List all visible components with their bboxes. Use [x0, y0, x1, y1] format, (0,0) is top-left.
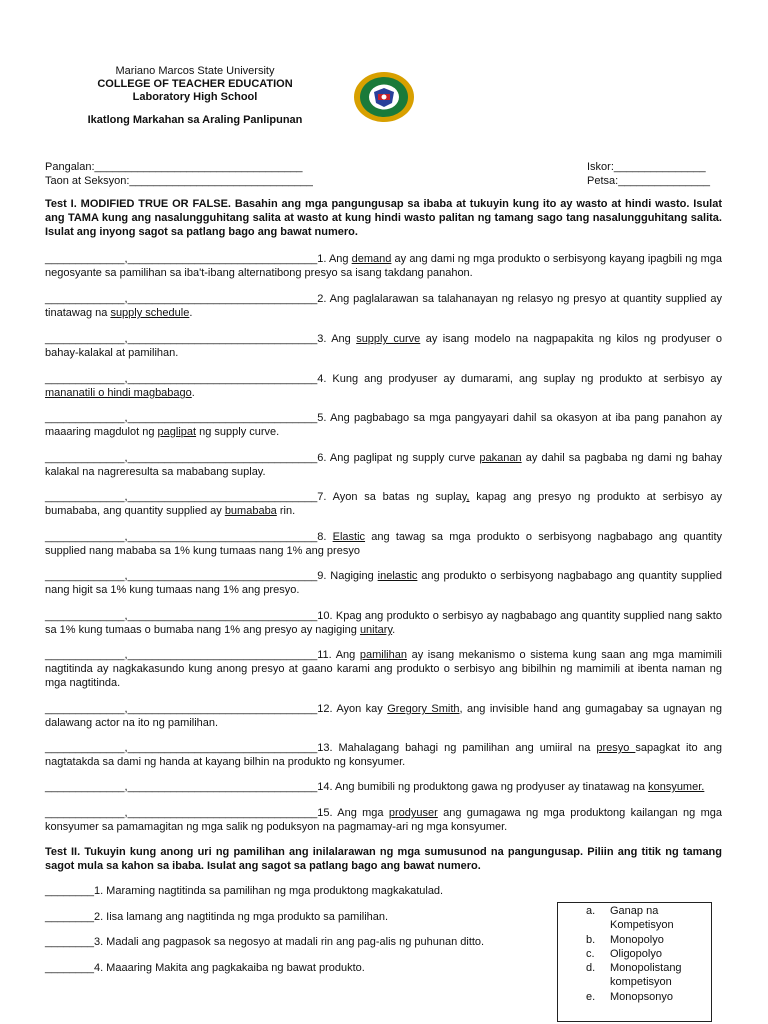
answer-blank[interactable]: _____________,_______________________________: [45, 807, 318, 819]
item-text: 11. Ang: [317, 649, 360, 661]
underlined-term: inelastic: [377, 570, 418, 582]
answer-blank[interactable]: ________: [45, 911, 94, 923]
underlined-term: bumababa: [224, 505, 277, 517]
item-text: 5. Ang pagbabago sa mga pangyayari dahil sa okasyon at iba pang panahon ay maaaring magdulot ng: [45, 412, 722, 438]
item-text: kapag ang presyo ng produkto at serbisyo ay bumababa, ang quantity supplied ay: [45, 491, 722, 517]
answer-blank[interactable]: _____________,_______________________________: [45, 570, 318, 582]
underlined-term: pakanan: [479, 452, 522, 464]
underlined-term: presyo: [596, 742, 636, 754]
choice-letter: c.: [586, 947, 595, 960]
underlined-term: unitary: [359, 624, 393, 636]
underlined-term: mananatili o hindi magbabago: [45, 387, 192, 399]
choice-text: Ganap na Kompetisyon: [610, 905, 674, 932]
test1-instructions: [45, 197, 722, 239]
university-name: Mariano Marcos State University: [115, 65, 275, 77]
test1-item: [45, 780, 722, 794]
quarter-subject: Ikatlong Markahan sa Araling Panlipunan: [87, 114, 303, 126]
item-text: 3. Ang: [317, 333, 357, 345]
item-text: .: [392, 624, 396, 636]
item-text: 14. Ang bumibili ng produktong gawa ng prodyuser ay tinatawag na: [317, 781, 649, 793]
answer-blank[interactable]: ________: [45, 936, 94, 948]
test1-item: [45, 372, 722, 400]
test1-item: [45, 741, 722, 769]
item-text: 7. Ayon sa batas ng suplay: [317, 491, 467, 503]
item-text: ay ang dami ng mga produkto o serbisyong kayang ipagbili ng mga negosyante sa pamilihan sa iba't-ibang alternatibong presyo sa isang takdang panahon.: [45, 253, 722, 279]
choice-letter: d.: [586, 962, 596, 975]
answer-blank[interactable]: _____________,_______________________________: [45, 742, 318, 754]
test2-item: [45, 910, 388, 924]
item-text: 12. Ayon kay: [317, 703, 388, 715]
test1-item: [45, 490, 722, 518]
item-text: 2. Iisa lamang ang nagtitinda ng mga produkto sa pamilihan.: [93, 911, 389, 923]
item-text: ay isang mekanismo o sistema kung saan ang mga mamimili nagtitinda ay nagkakasundo kung anong presyo at gaano karami ang produkto o serbisyo ang bibilhin ng mamimili at ibenta naman ng mga nagtitinda.: [45, 649, 722, 689]
underlined-term: demand: [351, 253, 392, 265]
choice-text: Monopsonyo: [610, 990, 673, 1003]
test1-item: [45, 806, 722, 834]
item-text: 1. Maraming nagtitinda sa pamilihan ng mga produktong magkakatulad.: [93, 885, 444, 897]
underlined-term: pamilihan: [359, 649, 407, 661]
answer-choice: [586, 961, 710, 990]
test1-item: [45, 609, 722, 637]
answer-blank[interactable]: _____________,_______________________________: [45, 373, 318, 385]
name-label: Pangalan:: [45, 161, 95, 173]
year-section-label: Taon at Seksyon:: [45, 175, 130, 187]
item-text: , ang invisible hand ang gumagabay sa ugnayan ng dalawang actor na ito ng pamilihan.: [45, 703, 722, 729]
test1-item: [45, 451, 722, 479]
choice-letter: a.: [586, 905, 596, 917]
score-label: Iskor:: [587, 161, 614, 173]
university-seal-logo: [352, 70, 416, 124]
answer-choice: [586, 947, 710, 961]
item-text: rin.: [276, 505, 296, 517]
underlined-term: paglipat: [157, 426, 197, 438]
student-info: [45, 160, 722, 188]
item-text: ay dahil sa pagbaba ng dami ng bahay kalakal na nagreresulta sa mababang suplay.: [45, 452, 722, 478]
answer-choices-list: [586, 904, 710, 1004]
underlined-term: supply schedule: [110, 307, 190, 319]
test1-item: [45, 569, 722, 597]
answer-blank[interactable]: _____________,_______________________________: [45, 333, 318, 345]
item-text: ang tawag sa mga produkto o serbisyong nagbabago ang quantity supplied nang mababa sa 1% kung tumaas nang 1% ang presyo: [45, 531, 723, 557]
choice-text: Monopolistang kompetisyon: [610, 962, 682, 989]
test1-item: [45, 411, 722, 439]
test2-item: [45, 961, 365, 975]
answer-blank[interactable]: _____________,_______________________________: [45, 610, 318, 622]
answer-blank[interactable]: _____________,_______________________________: [45, 703, 318, 715]
year-section-blank[interactable]: ______________________________: [129, 175, 313, 187]
answer-blank[interactable]: ________: [45, 885, 94, 897]
date-blank[interactable]: _______________: [618, 175, 710, 187]
item-text: 9. Nagiging: [317, 570, 378, 582]
choice-text: Monopolyo: [610, 933, 664, 946]
item-text: ang produkto o serbisyong nagbabago ang quantity supplied nang higit sa 1% kung tumaas nang 1% ang presyo.: [45, 570, 722, 596]
answer-blank[interactable]: _____________,_______________________________: [45, 293, 318, 305]
date-label: Petsa:: [587, 175, 619, 187]
test1-item: [45, 648, 722, 690]
name-blank[interactable]: __________________________________: [94, 161, 303, 173]
answer-blank[interactable]: _____________,_______________________________: [45, 531, 318, 543]
item-text: sapagkat ito ang nagtatakda sa dami ng handa at kayang bilhin na produkto ng konsyumer.: [45, 742, 722, 768]
item-text: 13. Mahalagang bahagi ng pamilihan ang umiiral na: [317, 742, 597, 754]
item-text: 4. Kung ang prodyuser ay dumarami, ang suplay ng produkto at serbisyo ay: [317, 373, 722, 385]
underlined-term: prodyuser: [388, 807, 438, 819]
answer-blank[interactable]: _____________,_______________________________: [45, 253, 318, 265]
item-text: ang gumagawa ng mga produktong kailangan ng mga konsyumer sa pamamagitan ng mga salik ng poduksyon na pagmamay-ari ng mga konsyumer.: [45, 807, 722, 833]
college-name: COLLEGE OF TEACHER EDUCATION: [97, 78, 293, 90]
test2-instructions: Test II. Tukuyin kung anong uri ng pamilihan ang inilalarawan ng mga sumusunod na pangungusap. Piliin ang titik ng tamang sagot mula sa kahon sa ibaba. Isulat ang sagot sa patlang bago ang bawat numero.: [45, 846, 722, 872]
answer-blank[interactable]: _____________,_______________________________: [45, 412, 318, 424]
item-text: 4. Maaaring Makita ang pagkakaiba ng bawat produkto.: [93, 962, 365, 974]
item-text: 3. Madali ang pagpasok sa negosyo at madali rin ang pag-alis ng puhunan ditto.: [93, 936, 485, 948]
test1-item: [45, 702, 722, 730]
test1-item: [45, 292, 722, 320]
underlined-term: supply curve: [356, 333, 421, 345]
item-text: 10. Kpag ang produkto o serbisyo ay nagbabago ang quantity supplied nang sakto sa 1% kung tumaas o bumaba nang 1% ang presyo ay nagiging: [45, 610, 722, 636]
item-text: ay isang modelo na nagpapakita ng kilos ng prodyuser o bahay-kalakal at pamilihan.: [45, 333, 722, 359]
item-text: 8.: [317, 531, 333, 543]
answer-choice: [586, 990, 710, 1004]
test1-item: [45, 252, 722, 280]
answer-blank[interactable]: _____________,_______________________________: [45, 452, 318, 464]
item-text: .: [189, 307, 193, 319]
item-text: ng supply curve.: [196, 426, 280, 438]
choice-text: Oligopolyo: [610, 947, 662, 960]
answer-choice: [586, 933, 710, 947]
choice-letter: e.: [586, 990, 596, 1003]
test2-item: [45, 884, 443, 898]
answer-choices-box: [557, 902, 712, 1022]
answer-blank[interactable]: _____________,_______________________________: [45, 649, 318, 661]
answer-blank[interactable]: _____________,_______________________________: [45, 491, 318, 503]
test1-instruction-text: Basahin ang mga pangungusap sa ibaba at tukuyin kung ito ay wasto at hindi wasto. Isulat ang TAMA kung ang nasalungguhitang salita at wasto at kung hindi wasto palitan ng tamang sago tang nasalungguhitang salita. Isulat ang inyong sagot sa patlang bago ang bawat numero.: [45, 198, 722, 238]
test1-title: Test I. MODIFIED TRUE OR FALSE.: [45, 198, 231, 210]
underlined-term: Elastic: [332, 531, 366, 543]
test1-item: [45, 530, 722, 558]
item-text: 2. Ang paglalarawan sa talahanayan ng relasyo ng presyo at quantity supplied ay tinatawag na: [45, 293, 722, 319]
test2-item: [45, 935, 484, 949]
answer-blank[interactable]: ________: [45, 962, 94, 974]
choice-letter: b.: [586, 933, 596, 946]
document-header: [45, 65, 345, 127]
item-text: 1. Ang: [317, 253, 352, 265]
underlined-term: konsyumer.: [648, 781, 705, 793]
underlined-term: Gregory Smith: [387, 703, 460, 715]
score-blank[interactable]: _______________: [613, 161, 706, 173]
test1-item: [45, 332, 722, 360]
school-name: Laboratory High School: [132, 91, 258, 103]
answer-blank[interactable]: _____________,_______________________________: [45, 781, 318, 793]
answer-choice: [586, 904, 710, 933]
item-text: 6. Ang paglipat ng supply curve: [317, 452, 480, 464]
item-text: .: [191, 387, 195, 399]
item-text: 15. Ang mga: [317, 807, 389, 819]
underlined-term: ,: [466, 491, 470, 503]
